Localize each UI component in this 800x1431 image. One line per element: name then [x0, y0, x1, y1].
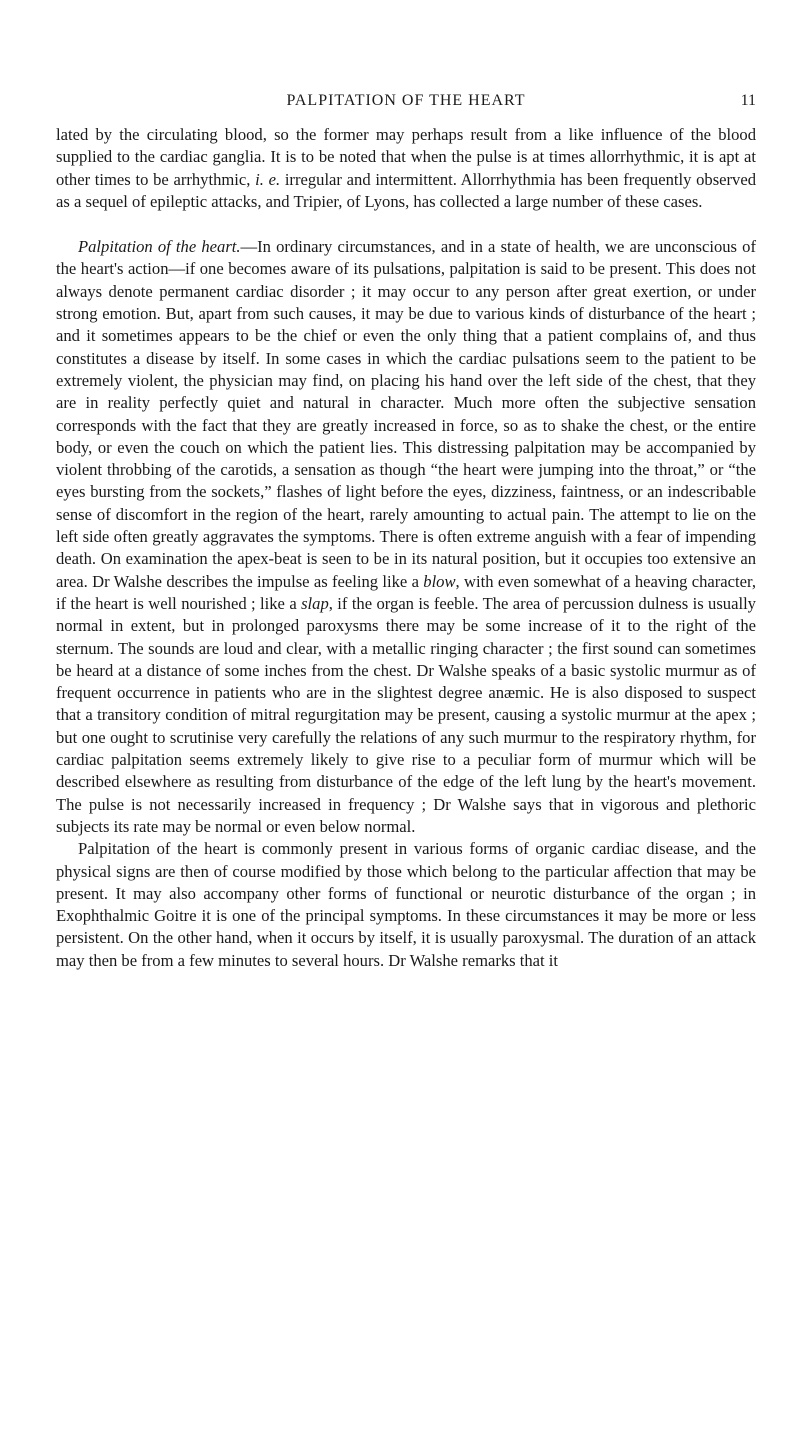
paragraph-text: irregular and intermittent. Allorrhythmia has been frequently observed as a sequel of epileptic attacks, and Tripier, of Lyons, has collected a large number of these cases. [56, 169, 756, 211]
paragraph-text: , with even somewhat of a heaving character, if the heart is well nourished ; like a [56, 571, 756, 613]
paragraph-continued [56, 124, 756, 213]
paragraph-palpitation [56, 236, 756, 838]
section-heading: Palpitation of the heart. [78, 237, 241, 257]
body-text [56, 124, 756, 972]
italic-abbreviation: i. e. [255, 169, 281, 189]
paragraph-text: lated by the circulating blood, so the former may perhaps result from a like influence of the blood supplied to the cardiac ganglia. It is to be noted that when the pulse is at times allorrhythmic, it is apt at other times to be arrhythmic, [56, 125, 756, 189]
paragraph-text: , if the organ is feeble. The area of percussion dulness is usually normal in extent, but in prolonged paroxysms there may be some increase of it to the right of the sternum. The sounds are loud and clear, with a metallic ringing character ; the first sound can sometimes be heard at a distance of some inches from the chest. Dr Walshe speaks of a basic systolic murmur as of frequent occurrence in patients who are in the slightest degree anæmic. He is also disposed to suspect that a transitory condition of mitral regurgitation may be present, causing a systolic murmur at the apex ; but one ought to scrutinise very carefully the relations of any such murmur to the respiratory rhythm, for cardiac palpitation seems extremely likely to give rise to a peculiar form of murmur which will be described elsewhere as resulting from disturbance of the edge of the left lung by the heart's movement. The pulse is not necessarily increased in frequency ; Dr Walshe says that in vigorous and plethoric subjects its rate may be normal or even below normal. [56, 593, 756, 836]
running-head [56, 92, 756, 116]
italic-term: slap [301, 593, 329, 613]
paragraph-text: Palpitation of the heart is commonly present in various forms of organic cardiac disease, and the physical signs are then of course modified by those which belong to the particular affection that may be present. It may also accompany other forms of functional or neurotic disturbance of the organ ; in Exophthalmic Goitre it is one of the principal symptoms. In these circumstances it may be more or less persistent. On the other hand, when it occurs by itself, it is usually paroxysmal. The duration of an attack may then be from a few minutes to several hours. Dr Walshe remarks that it [56, 839, 756, 970]
page-number: 11 [740, 92, 756, 109]
paragraph-text: —In ordinary circumstances, and in a state of health, we are unconscious of the heart's action—if one becomes aware of its pulsations, palpitation is said to be present. This does not always denote permanent cardiac disorder ; it may occur to any person after great exertion, or under strong emotion. But, apart from such causes, it may be due to various kinds of disturbance of the heart ; and it sometimes appears to be the chief or even the only thing that a patient complains of, and thus constitutes a disease by itself. In some cases in which the cardiac pulsations seem to the patient to be extremely violent, the physician may find, on placing his hand over the left side of the chest, that they are in reality perfectly quiet and natural in character. Much more often the subjective sensation corresponds with the fact that they are greatly increased in force, so as to shake the chest, or the entire body, or even the couch on which the patient lies. This distressing palpitation may be accompanied by violent throbbing of the carotids, a sensation as though “the heart were jumping into the throat,” or “the eyes bursting from the sockets,” flashes of light before the eyes, dizziness, faintness, or an indescribable sense of discomfort in the region of the heart, rarely amounting to actual pain. The attempt to lie on the left side often greatly aggravates the symptoms. There is often extreme anguish with a fear of impending death. On examination the apex-beat is seen to be in its natural position, but it occupies too extensive an area. Dr Walshe describes the impulse as feeling like a [56, 237, 756, 591]
italic-term: blow [423, 571, 456, 591]
book-page [56, 92, 756, 972]
paragraph-organic-disease [56, 838, 756, 972]
running-title: PALPITATION OF THE HEART [286, 92, 526, 109]
